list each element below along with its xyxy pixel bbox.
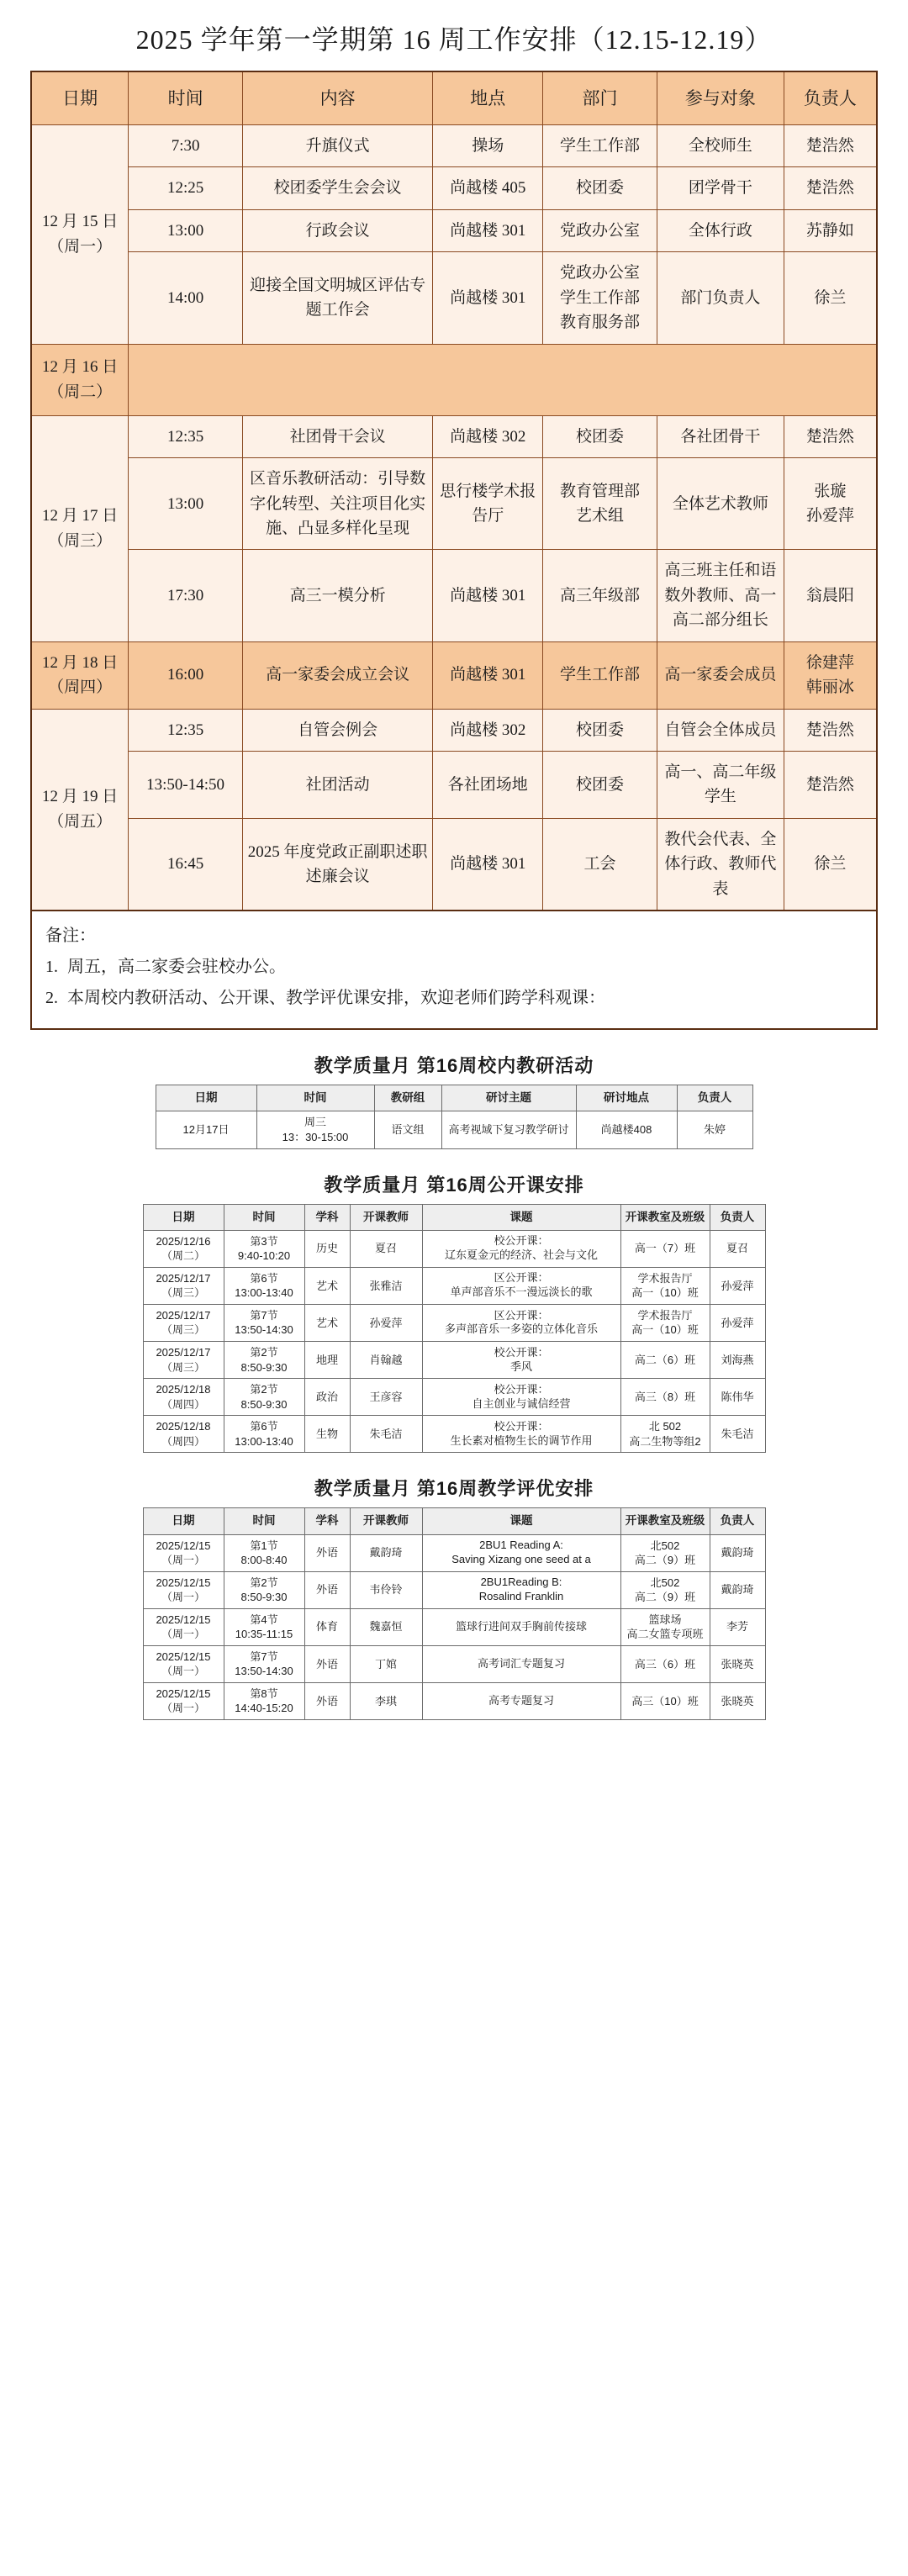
sub-cell: 高考词汇专题复习 [422,1645,620,1682]
sub-cell: 孙爱萍 [710,1304,765,1341]
notes-list [45,953,863,1013]
sub-cell: 2025/12/15 （周一） [143,1571,224,1608]
sub-column-header: 开课教室及班级 [620,1508,710,1534]
sub-table-row [143,1267,765,1304]
sub-cell: 2025/12/17 （周三） [143,1267,224,1304]
sub-cell: 戴韵琦 [350,1534,422,1571]
open-class-body [143,1230,765,1453]
cell-target: 全体艺术教师 [657,458,784,550]
cell-content: 高一家委会成立会议 [242,641,432,709]
sub-table-row [143,1379,765,1416]
cell-place: 尚越楼 301 [433,209,543,251]
column-header-content: 内容 [242,71,432,125]
cell-owner: 徐兰 [784,818,877,911]
cell-time: 13:50-14:50 [129,752,243,819]
sub-table-row [143,1608,765,1645]
cell-place: 尚越楼 301 [433,550,543,641]
cell-owner: 楚浩然 [784,415,877,457]
cell-time: 17:30 [129,550,243,641]
sub-table-row [143,1571,765,1608]
sub-cell: 高考专题复习 [422,1682,620,1719]
sub-cell: 篮球场 高二女篮专项班 [620,1608,710,1645]
sub-cell: 第2节 8:50-9:30 [224,1571,304,1608]
cell-dept: 校团委 [543,752,657,819]
sub-cell: 朱婷 [677,1111,752,1148]
sub-cell: 区公开课： 多声部音乐一多姿的立体化音乐 [422,1304,620,1341]
sub-cell: 朱毛洁 [710,1416,765,1453]
research-body [156,1111,752,1148]
cell-date: 12 月 15 日 （周一） [31,125,129,345]
table-row [31,709,877,751]
sub-column-header: 时间 [224,1508,304,1534]
open-class-table [143,1204,766,1454]
sub-title-evaluation: 教学质量月 第16周教学评优安排 [314,1478,594,1500]
sub-cell: 篮球行进间双手胸前传接球 [422,1608,620,1645]
cell-owner: 楚浩然 [784,125,877,167]
sub-cell: 北 502 高二生物等组2 [620,1416,710,1453]
cell-dept: 高三年级部 [543,550,657,641]
sub-column-header: 时间 [256,1085,374,1111]
sub-cell: 学术报告厅 高一（10）班 [620,1267,710,1304]
cell-dept: 党政办公室 学生工作部 教育服务部 [543,252,657,344]
cell-dept: 教育管理部 艺术组 [543,458,657,550]
sub-cell: 高三（10）班 [620,1682,710,1719]
sub-cell: 艺术 [304,1267,350,1304]
table-row [31,641,877,709]
cell-content: 自管会例会 [242,709,432,751]
cell-target: 高一家委会成员 [657,641,784,709]
note-text: 周五，高二家委会驻校办公。 [67,958,286,977]
cell-content: 行政会议 [242,209,432,251]
sub-cell: 2BU1 Reading A: Saving Xizang one seed at a [422,1534,620,1571]
sub-cell: 高一（7）班 [620,1230,710,1267]
cell-target: 高三班主任和语数外教师、高一高二部分组长 [657,550,784,641]
sub-table-row [143,1342,765,1379]
cell-time: 16:00 [129,641,243,709]
cell-target: 各社团骨干 [657,415,784,457]
open-class-header-row [143,1204,765,1230]
sub-cell: 地理 [304,1342,350,1379]
sub-column-header: 开课教室及班级 [620,1204,710,1230]
sub-cell: 孙爱萍 [350,1304,422,1341]
sub-cell: 2025/12/17 （周三） [143,1342,224,1379]
table-row [31,458,877,550]
sub-cell: 张晓英 [710,1682,765,1719]
sub-column-header: 时间 [224,1204,304,1230]
sub-cell: 王彦容 [350,1379,422,1416]
sub-cell: 第3节 9:40-10:20 [224,1230,304,1267]
cell-time: 12:35 [129,709,243,751]
weekly-schedule-table [30,71,878,911]
sub-cell: 魏嘉恒 [350,1608,422,1645]
sub-cell: 夏召 [710,1230,765,1267]
cell-date: 12 月 16 日 （周二） [31,344,129,415]
cell-dept: 校团委 [543,709,657,751]
sub-column-header: 学科 [304,1204,350,1230]
cell-place: 各社团场地 [433,752,543,819]
cell-time: 12:35 [129,415,243,457]
cell-time: 12:25 [129,167,243,209]
cell-dept: 工会 [543,818,657,911]
sub-cell: 区公开课： 单声部音乐不一漫远淡长的歌 [422,1267,620,1304]
sub-column-header: 教研组 [374,1085,441,1111]
sub-cell: 语文组 [374,1111,441,1148]
cell-place: 思行楼学术报告厅 [433,458,543,550]
sub-cell: 刘海燕 [710,1342,765,1379]
table-row [31,752,877,819]
sub-table-evaluation [30,1466,878,1720]
sub-table-row [143,1645,765,1682]
sub-cell: 高考视域下复习教学研讨 [441,1111,576,1148]
sub-column-header: 开课教师 [350,1508,422,1534]
table-row [31,344,877,415]
cell-owner: 楚浩然 [784,709,877,751]
cell-content: 迎接全国文明城区评估专题工作会 [242,252,432,344]
sub-cell: 2025/12/17 （周三） [143,1304,224,1341]
cell-date: 12 月 19 日 （周五） [31,709,129,911]
sub-cell: 第6节 13:00-13:40 [224,1416,304,1453]
sub-cell: 张雅洁 [350,1267,422,1304]
sub-cell: 高三（8）班 [620,1379,710,1416]
column-header-date: 日期 [31,71,129,125]
table-body [31,125,877,911]
cell-content: 高三一模分析 [242,550,432,641]
sub-column-header: 课题 [422,1508,620,1534]
cell-owner: 楚浩然 [784,752,877,819]
sub-cell: 张晓英 [710,1645,765,1682]
cell-place: 尚越楼 301 [433,818,543,911]
sub-cell: 政治 [304,1379,350,1416]
sub-cell: 丁婠 [350,1645,422,1682]
evaluation-body [143,1534,765,1719]
cell-place: 尚越楼 405 [433,167,543,209]
research-activity-table [156,1085,753,1148]
note-number: 1. [45,958,58,977]
sub-cell: 第1节 8:00-8:40 [224,1534,304,1571]
cell-target: 部门负责人 [657,252,784,344]
cell-place: 尚越楼 302 [433,415,543,457]
notes-section [30,911,878,1030]
sub-cell: 外语 [304,1645,350,1682]
cell-target: 教代会代表、全体行政、教师代表 [657,818,784,911]
cell-dept: 校团委 [543,167,657,209]
table-row [31,818,877,911]
sub-cell: 校公开课： 辽东夏金元的经济、社会与文化 [422,1230,620,1267]
sub-cell: 肖翰越 [350,1342,422,1379]
notes-heading: 备注： [45,926,96,946]
sub-cell: 校公开课： 自主创业与诚信经营 [422,1379,620,1416]
cell-owner: 翁晨阳 [784,550,877,641]
cell-content: 区音乐教研活动：引导数字化转型、关注项目化实施、凸显多样化呈现 [242,458,432,550]
cell-time: 14:00 [129,252,243,344]
sub-cell: 2BU1Reading B: Rosalind Franklin [422,1571,620,1608]
cell-owner: 徐建萍 韩丽冰 [784,641,877,709]
cell-content: 社团骨干会议 [242,415,432,457]
sub-column-header: 日期 [156,1085,256,1111]
sub-cell: 12月17日 [156,1111,256,1148]
note-item [45,953,863,982]
evaluation-table [143,1507,766,1720]
sub-cell: 李琪 [350,1682,422,1719]
sub-table-research [30,1043,878,1148]
sub-cell: 朱毛洁 [350,1416,422,1453]
sub-cell: 李芳 [710,1608,765,1645]
note-number: 2. [45,989,58,1008]
cell-content: 社团活动 [242,752,432,819]
cell-target: 高一、高二年级学生 [657,752,784,819]
note-item [45,984,863,1013]
sub-table-row [156,1111,752,1148]
cell-dept: 党政办公室 [543,209,657,251]
table-header-row [31,71,877,125]
cell-date: 12 月 18 日 （周四） [31,641,129,709]
table-row [31,550,877,641]
cell-owner: 徐兰 [784,252,877,344]
cell-place: 操场 [433,125,543,167]
sub-cell: 历史 [304,1230,350,1267]
sub-column-header: 研讨主题 [441,1085,576,1111]
cell-place: 尚越楼 302 [433,709,543,751]
sub-cell: 夏召 [350,1230,422,1267]
sub-cell: 外语 [304,1682,350,1719]
sub-column-header: 课题 [422,1204,620,1230]
column-header-time: 时间 [129,71,243,125]
sub-cell: 体育 [304,1608,350,1645]
sub-cell: 尚越楼408 [576,1111,677,1148]
cell-time: 13:00 [129,209,243,251]
sub-cell: 2025/12/18 （周四） [143,1416,224,1453]
cell-time: 7:30 [129,125,243,167]
cell-dept: 学生工作部 [543,125,657,167]
cell-owner: 张璇 孙爱萍 [784,458,877,550]
sub-title-research: 教学质量月 第16周校内教研活动 [314,1055,594,1077]
sub-cell: 第7节 13:50-14:30 [224,1645,304,1682]
sub-cell: 校公开课： 季风 [422,1342,620,1379]
sub-cell: 生物 [304,1416,350,1453]
cell-empty [129,344,877,415]
sub-cell: 戴韵琦 [710,1571,765,1608]
sub-cell: 北502 高二（9）班 [620,1571,710,1608]
sub-cell: 周三 13：30-15:00 [256,1111,374,1148]
cell-time: 16:45 [129,818,243,911]
sub-cell: 外语 [304,1534,350,1571]
column-header-owner: 负责人 [784,71,877,125]
sub-cell: 北502 高二（9）班 [620,1534,710,1571]
cell-target: 全校师生 [657,125,784,167]
sub-cell: 校公开课： 生长素对植物生长的调节作用 [422,1416,620,1453]
column-header-dept: 部门 [543,71,657,125]
sub-table-row [143,1682,765,1719]
cell-content: 升旗仪式 [242,125,432,167]
sub-cell: 第4节 10:35-11:15 [224,1608,304,1645]
evaluation-header-row [143,1508,765,1534]
sub-cell: 第7节 13:50-14:30 [224,1304,304,1341]
sub-cell: 高二（6）班 [620,1342,710,1379]
table-row [31,252,877,344]
sub-cell: 2025/12/16 （周二） [143,1230,224,1267]
sub-cell: 第2节 8:50-9:30 [224,1379,304,1416]
sub-cell: 第8节 14:40-15:20 [224,1682,304,1719]
cell-dept: 校团委 [543,415,657,457]
sub-cell: 高三（6）班 [620,1645,710,1682]
page-title: 2025 学年第一学期第 16 周工作安排（12.15-12.19） [135,24,773,55]
sub-cell: 陈伟华 [710,1379,765,1416]
research-header-row [156,1085,752,1111]
cell-place: 尚越楼 301 [433,641,543,709]
cell-target: 自管会全体成员 [657,709,784,751]
cell-content: 2025 年度党政正副职述职述廉会议 [242,818,432,911]
sub-cell: 2025/12/18 （周四） [143,1379,224,1416]
note-text: 本周校内教研活动、公开课、教学评优课安排，欢迎老师们跨学科观课： [67,989,605,1008]
table-row [31,209,877,251]
sub-column-header: 日期 [143,1204,224,1230]
sub-cell: 2025/12/15 （周一） [143,1534,224,1571]
sub-column-header: 日期 [143,1508,224,1534]
sub-column-header: 负责人 [710,1204,765,1230]
table-row [31,415,877,457]
cell-date: 12 月 17 日 （周三） [31,415,129,641]
sub-cell: 外语 [304,1571,350,1608]
sub-table-row [143,1304,765,1341]
sub-cell: 孙爱萍 [710,1267,765,1304]
sub-table-row [143,1230,765,1267]
sub-cell: 2025/12/15 （周一） [143,1682,224,1719]
sub-cell: 戴韵琦 [710,1534,765,1571]
sub-table-row [143,1534,765,1571]
sub-column-header: 学科 [304,1508,350,1534]
sub-cell: 艺术 [304,1304,350,1341]
sub-column-header: 研讨地点 [576,1085,677,1111]
sub-table-openclass [30,1163,878,1454]
sub-column-header: 开课教师 [350,1204,422,1230]
sub-title-openclass: 教学质量月 第16周公开课安排 [324,1174,584,1196]
table-row [31,125,877,167]
cell-owner: 苏静如 [784,209,877,251]
sub-cell: 第6节 13:00-13:40 [224,1267,304,1304]
sub-cell: 第2节 8:50-9:30 [224,1342,304,1379]
sub-cell: 2025/12/15 （周一） [143,1645,224,1682]
sub-column-header: 负责人 [710,1508,765,1534]
sub-column-header: 负责人 [677,1085,752,1111]
table-row [31,167,877,209]
cell-place: 尚越楼 301 [433,252,543,344]
cell-time: 13:00 [129,458,243,550]
cell-content: 校团委学生会会议 [242,167,432,209]
sub-cell: 韦伶铃 [350,1571,422,1608]
column-header-place: 地点 [433,71,543,125]
sub-cell: 2025/12/15 （周一） [143,1608,224,1645]
cell-dept: 学生工作部 [543,641,657,709]
cell-owner: 楚浩然 [784,167,877,209]
cell-target: 全体行政 [657,209,784,251]
sub-table-row [143,1416,765,1453]
cell-target: 团学骨干 [657,167,784,209]
column-header-target: 参与对象 [657,71,784,125]
sub-cell: 学术报告厅 高一（10）班 [620,1304,710,1341]
